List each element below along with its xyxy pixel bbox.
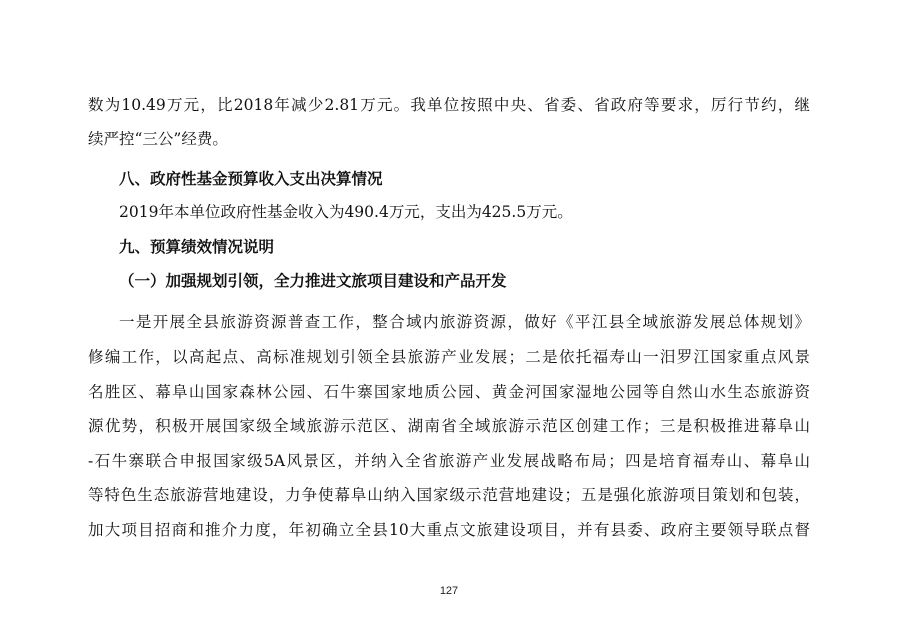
body-text-line: 续严控“三公”经费。 xyxy=(88,130,228,148)
body-text-line: 2019年本单位政府性基金收入为490.4万元，支出为425.5万元。 xyxy=(119,203,573,221)
body-text-line: 修编工作，以高起点、高标准规划引领全县旅游产业发展；二是依托福寿山一汨罗江国家重点风景 xyxy=(88,348,810,366)
body-text-line: 等特色生态旅游营地建设，力争使幕阜山纳入国家级示范营地建设；五是强化旅游项目策划和包装， xyxy=(88,486,810,504)
body-text-line: -石牛寨联合申报国家级5A风景区，并纳入全省旅游产业发展战略布局；四是培育福寿山、幕阜山 xyxy=(88,452,810,470)
section-heading: 九、预算绩效情况说明 xyxy=(119,238,275,256)
page-number: 127 xyxy=(439,585,459,597)
subsection-heading: （一）加强规划引领，全力推进文旅项目建设和产品开发 xyxy=(119,272,507,290)
body-text-line: 名胜区、幕阜山国家森林公园、石牛寨国家地质公园、黄金河国家湿地公园等自然山水生态旅游资 xyxy=(88,383,810,401)
body-text-line: 加大项目招商和推介力度，年初确立全县10大重点文旅建设项目，并有县委、政府主要领导联点督 xyxy=(88,521,810,539)
body-text-line: 一是开展全县旅游资源普查工作，整合域内旅游资源，做好《平江县全域旅游发展总体规划》 xyxy=(119,313,810,331)
body-text-line: 源优势，积极开展国家级全域旅游示范区、湖南省全域旅游示范区创建工作；三是积极推进幕阜山 xyxy=(88,417,810,435)
section-heading: 八、政府性基金预算收入支出决算情况 xyxy=(119,170,383,188)
body-text-line: 数为10.49万元，比2018年减少2.81万元。我单位按照中央、省委、省政府等要求，厉行节约，继 xyxy=(88,96,810,114)
